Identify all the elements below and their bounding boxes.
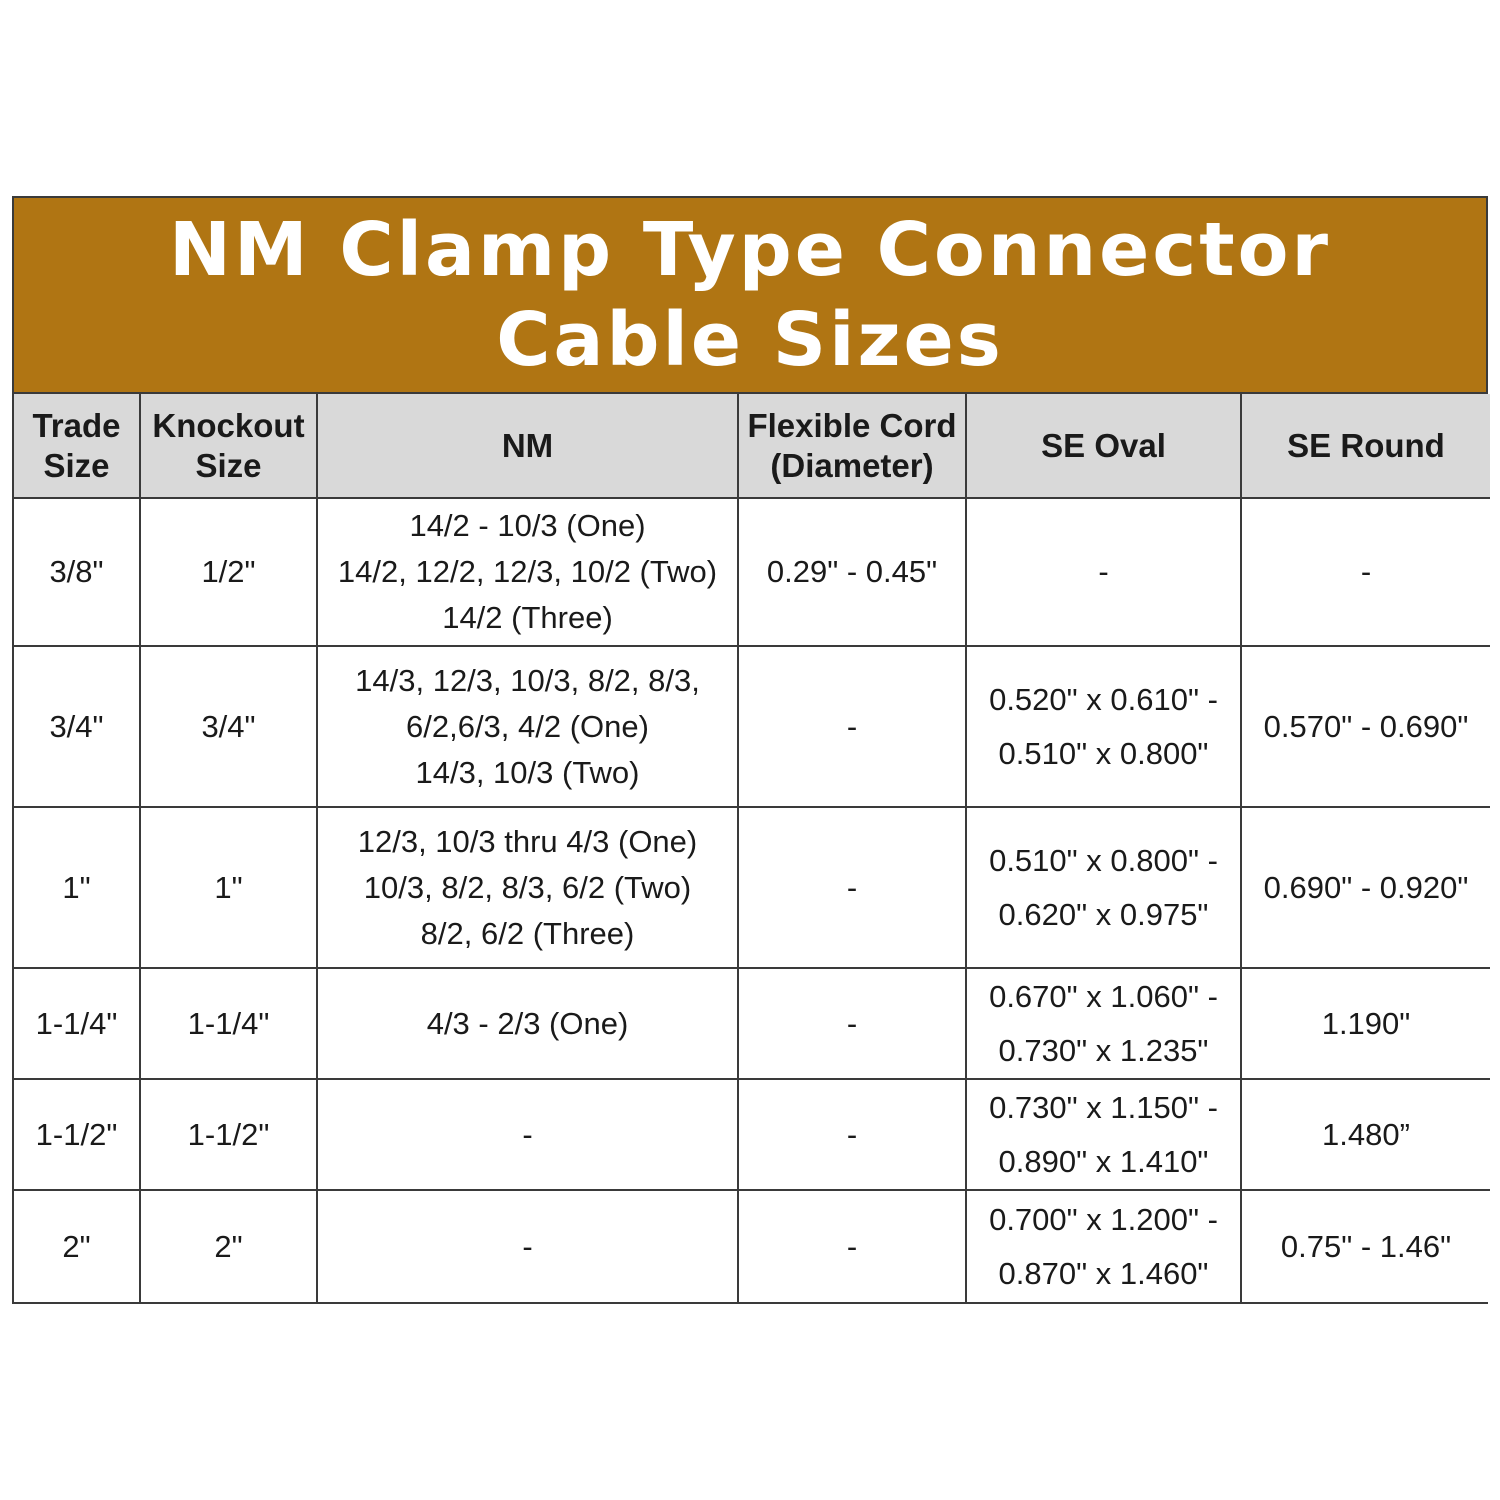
table-row bbox=[14, 1079, 1490, 1190]
cell-trade-size: 1-1/2" bbox=[14, 1079, 140, 1190]
table-row bbox=[14, 498, 1490, 646]
cell-trade-size: 3/8" bbox=[14, 498, 140, 646]
cell-se-oval: 0.510" x 0.800" - 0.620" x 0.975" bbox=[966, 807, 1241, 968]
cell-se-oval: 0.670" x 1.060" - 0.730" x 1.235" bbox=[966, 968, 1241, 1079]
cell-knockout-size: 1-1/2" bbox=[140, 1079, 317, 1190]
cell-nm: 4/3 - 2/3 (One) bbox=[317, 968, 738, 1079]
table-row bbox=[14, 968, 1490, 1079]
cell-knockout-size: 1/2" bbox=[140, 498, 317, 646]
cell-nm: 14/3, 12/3, 10/3, 8/2, 8/3, 6/2,6/3, 4/2 (One) 14/3, 10/3 (Two) bbox=[317, 646, 738, 807]
header-se-round: SE Round bbox=[1241, 394, 1490, 498]
header-flexible-cord: Flexible Cord (Diameter) bbox=[738, 394, 966, 498]
cell-trade-size: 1" bbox=[14, 807, 140, 968]
cell-knockout-size: 1" bbox=[140, 807, 317, 968]
cell-flexible-cord: 0.29" - 0.45" bbox=[738, 498, 966, 646]
cell-knockout-size: 1-1/4" bbox=[140, 968, 317, 1079]
cell-se-oval: - bbox=[966, 498, 1241, 646]
cell-se-round: 0.75" - 1.46" bbox=[1241, 1190, 1490, 1302]
cell-nm: 12/3, 10/3 thru 4/3 (One) 10/3, 8/2, 8/3, 6/2 (Two) 8/2, 6/2 (Three) bbox=[317, 807, 738, 968]
title-line-2: Cable Sizes bbox=[496, 297, 1004, 383]
table-row bbox=[14, 646, 1490, 807]
cell-flexible-cord: - bbox=[738, 968, 966, 1079]
title-banner bbox=[14, 198, 1486, 394]
cell-nm: - bbox=[317, 1079, 738, 1190]
cell-se-round: - bbox=[1241, 498, 1490, 646]
cell-nm: - bbox=[317, 1190, 738, 1302]
cell-knockout-size: 2" bbox=[140, 1190, 317, 1302]
table-row bbox=[14, 807, 1490, 968]
header-trade-size: Trade Size bbox=[14, 394, 140, 498]
cell-trade-size: 3/4" bbox=[14, 646, 140, 807]
cell-se-round: 0.690" - 0.920" bbox=[1241, 807, 1490, 968]
cell-nm: 14/2 - 10/3 (One) 14/2, 12/2, 12/3, 10/2 (Two) 14/2 (Three) bbox=[317, 498, 738, 646]
cell-se-round: 1.190" bbox=[1241, 968, 1490, 1079]
cell-trade-size: 2" bbox=[14, 1190, 140, 1302]
cell-se-oval: 0.730" x 1.150" - 0.890" x 1.410" bbox=[966, 1079, 1241, 1190]
cell-flexible-cord: - bbox=[738, 1079, 966, 1190]
header-se-oval: SE Oval bbox=[966, 394, 1241, 498]
cable-size-table bbox=[14, 394, 1490, 1302]
title-line-1: NM Clamp Type Connector bbox=[169, 207, 1331, 293]
cell-flexible-cord: - bbox=[738, 1190, 966, 1302]
cell-se-oval: 0.520" x 0.610" - 0.510" x 0.800" bbox=[966, 646, 1241, 807]
cable-size-chart bbox=[12, 196, 1488, 1304]
cell-flexible-cord: - bbox=[738, 807, 966, 968]
table-row bbox=[14, 1190, 1490, 1302]
cell-se-round: 1.480” bbox=[1241, 1079, 1490, 1190]
table-header-row bbox=[14, 394, 1490, 498]
cell-se-round: 0.570" - 0.690" bbox=[1241, 646, 1490, 807]
header-knockout-size: Knockout Size bbox=[140, 394, 317, 498]
cell-trade-size: 1-1/4" bbox=[14, 968, 140, 1079]
header-nm: NM bbox=[317, 394, 738, 498]
cell-knockout-size: 3/4" bbox=[140, 646, 317, 807]
cell-flexible-cord: - bbox=[738, 646, 966, 807]
cell-se-oval: 0.700" x 1.200" - 0.870" x 1.460" bbox=[966, 1190, 1241, 1302]
